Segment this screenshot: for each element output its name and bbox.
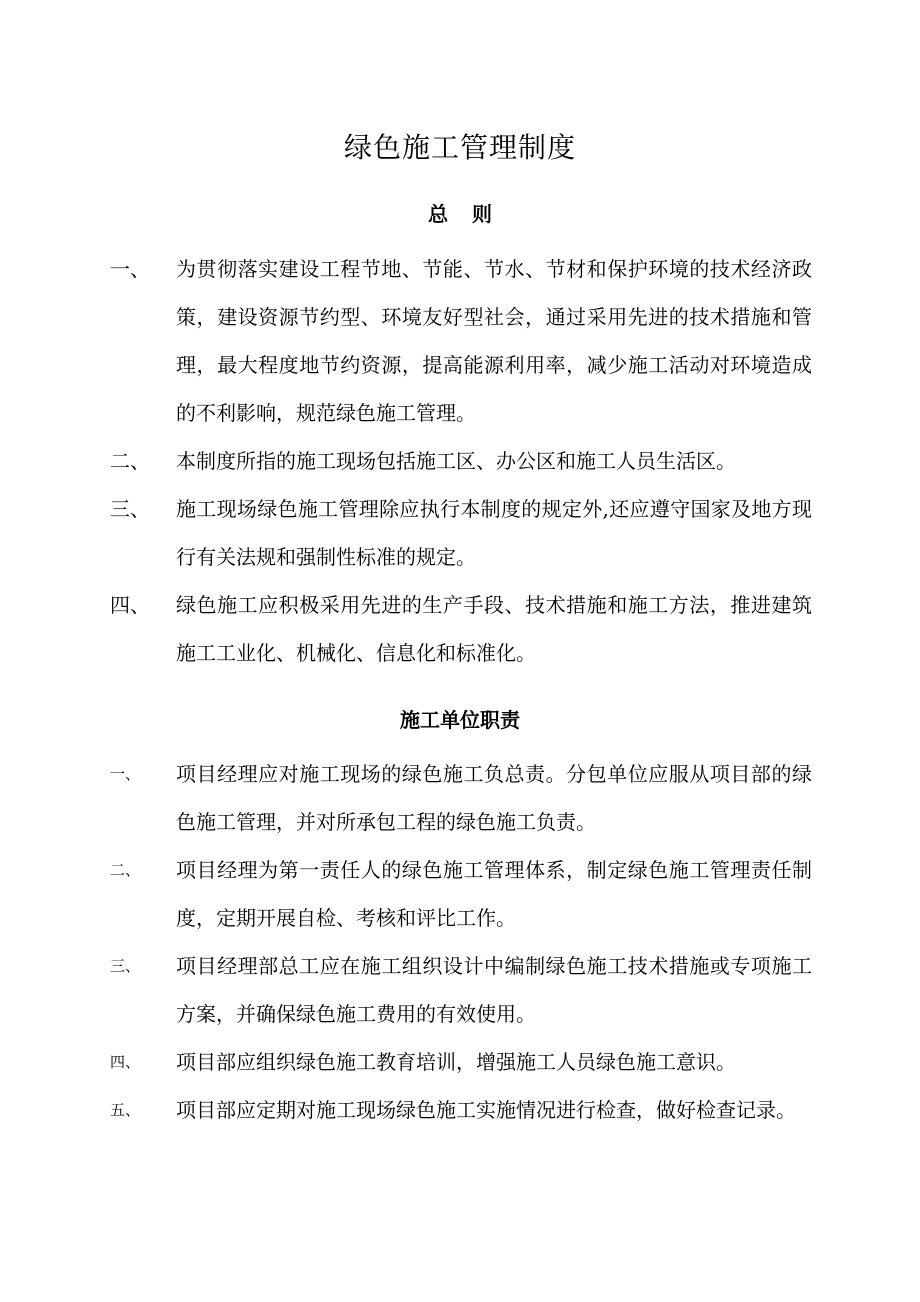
- item-number: 一、: [110, 257, 150, 281]
- list-item: [0, 750, 812, 846]
- item-text: 项目经理部总工应在施工组织设计中编制绿色施工技术措施或专项施工方案，并确保绿色施工费用的有效使用。: [176, 954, 812, 1026]
- item-number: 四、: [110, 593, 150, 617]
- responsibilities-list: [0, 750, 920, 1134]
- item-text: 施工现场绿色施工管理除应执行本制度的规定外,还应遵守国家及地方现行有关法规和强制性标准的规定。: [176, 497, 812, 569]
- list-item: [0, 581, 812, 677]
- item-number: 二、: [110, 861, 141, 879]
- item-number: 三、: [110, 497, 150, 521]
- item-text: 项目经理为第一责任人的绿色施工管理体系，制定绿色施工管理责任制度，定期开展自检、考核和评比工作。: [176, 858, 812, 930]
- list-item: [0, 942, 812, 1038]
- item-number: 一、: [110, 765, 141, 783]
- item-text: 项目部应定期对施工现场绿色施工实施情况进行检查，做好检查记录。: [176, 1098, 796, 1122]
- item-number: 五、: [110, 1101, 141, 1119]
- list-item: [0, 1038, 812, 1086]
- list-item: [0, 846, 812, 942]
- list-item: [0, 245, 812, 437]
- list-item: [0, 485, 812, 581]
- item-number: 三、: [110, 957, 141, 975]
- section-heading-general: [0, 200, 920, 228]
- general-provisions-list: [0, 245, 920, 677]
- section-heading-general-right: 则: [472, 202, 492, 226]
- document-title: 绿色施工管理制度: [343, 131, 576, 164]
- section-heading-general-left: 总: [428, 202, 448, 226]
- item-text: 项目经理应对施工现场的绿色施工负总责。分包单位应服从项目部的绿色施工管理，并对所承包工程的绿色施工负责。: [176, 762, 812, 834]
- list-item: [0, 1086, 812, 1134]
- item-number: 二、: [110, 449, 150, 473]
- item-text: 为贯彻落实建设工程节地、节能、节水、节材和保护环境的技术经济政策，建设资源节约型、环境友好型社会，通过采用先进的技术措施和管理，最大程度地节约资源，提高能源利用率，减少施工活动对环境造成的不利影响，规范绿色施工管理。: [176, 257, 812, 425]
- item-text: 本制度所指的施工现场包括施工区、办公区和施工人员生活区。: [176, 449, 736, 473]
- item-text: 绿色施工应积极采用先进的生产手段、技术措施和施工方法，推进建筑施工工业化、机械化、信息化和标准化。: [176, 593, 812, 665]
- item-text: 项目部应组织绿色施工教育培训，增强施工人员绿色施工意识。: [176, 1050, 736, 1074]
- list-item: [0, 437, 812, 485]
- item-number: 四、: [110, 1053, 141, 1071]
- section-heading-responsibilities: 施工单位职责: [400, 708, 520, 732]
